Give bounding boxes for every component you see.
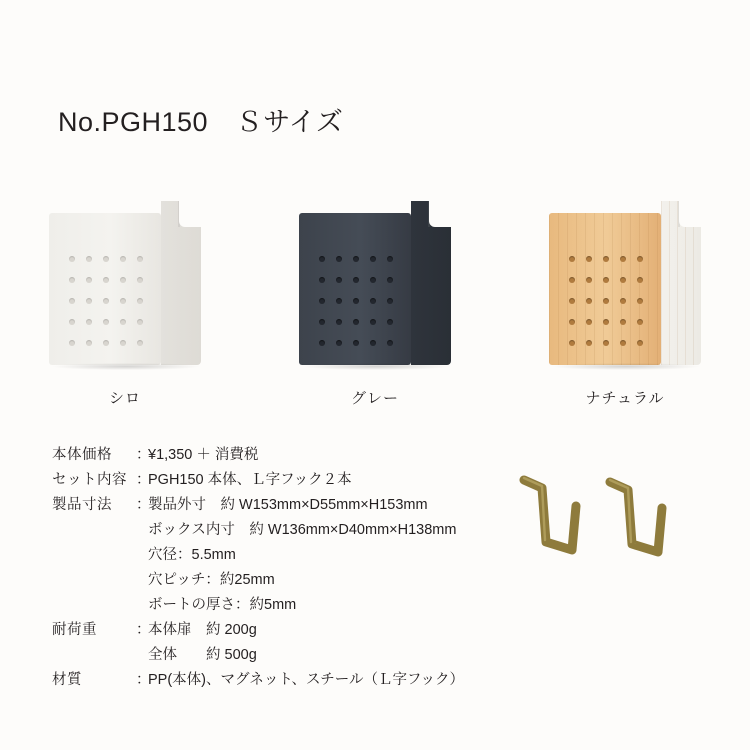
product-caption: ナチュラル <box>585 390 665 407</box>
peg-hole <box>586 319 592 325</box>
peg-hole <box>120 256 126 262</box>
box-front-face <box>299 213 411 365</box>
peg-hole <box>370 277 376 283</box>
peg-hole <box>336 277 342 283</box>
peg-hole <box>387 319 393 325</box>
peg-hole <box>336 340 342 346</box>
box-side-face <box>661 201 701 365</box>
peg-hole <box>370 340 376 346</box>
spec-value: PP(本体)、マグネット、スチール（Ｌ字フック） <box>148 672 464 688</box>
peg-hole-grid <box>313 249 399 353</box>
page-title: No.PGH150 Ｓサイズ <box>58 107 344 137</box>
spec-subvalue: 穴ピッチ：約25mm <box>148 572 275 588</box>
box-notch <box>179 201 201 227</box>
spec-separator: ： <box>136 497 151 513</box>
spec-label: 耐荷重 <box>52 622 97 638</box>
peg-hole <box>103 298 109 304</box>
peg-hole <box>603 319 609 325</box>
peg-hole <box>637 277 643 283</box>
box-notch <box>679 201 701 227</box>
spec-item-dimensions <box>52 493 522 618</box>
peg-hole <box>387 277 393 283</box>
l-hook-pair-icon <box>512 470 712 580</box>
product-variant-white[interactable] <box>0 195 250 420</box>
peg-hole-grid <box>63 249 149 353</box>
spec-label: 材質 <box>52 672 82 688</box>
peg-hole <box>353 298 359 304</box>
spec-item-set-contents <box>52 468 522 493</box>
spec-value: PGH150 本体、Ｌ字フック２本 <box>148 472 352 488</box>
spec-subvalue: ボックス内寸 約 W136mm×D40mm×H138mm <box>148 522 457 538</box>
peg-hole <box>137 319 143 325</box>
spec-label: セット内容 <box>52 472 127 488</box>
peg-hole <box>69 277 75 283</box>
peg-hole <box>120 277 126 283</box>
peg-hole <box>637 340 643 346</box>
peg-hole <box>86 277 92 283</box>
peg-hole <box>69 319 75 325</box>
peg-hole <box>637 298 643 304</box>
product-caption: グレー <box>350 390 399 407</box>
product-caption: シロ <box>108 390 141 407</box>
box-side-face <box>161 201 201 365</box>
peg-hole <box>319 256 325 262</box>
spec-subvalue: ボートの厚さ：約5mm <box>148 597 297 613</box>
peg-hole <box>353 256 359 262</box>
peg-hole <box>353 319 359 325</box>
product-variants-row <box>0 195 750 420</box>
peg-hole <box>637 256 643 262</box>
peg-hole <box>387 298 393 304</box>
peg-hole <box>120 319 126 325</box>
peg-hole <box>336 298 342 304</box>
product-variant-natural[interactable] <box>500 195 750 420</box>
peg-hole <box>86 298 92 304</box>
peg-hole <box>569 277 575 283</box>
peg-hole <box>569 340 575 346</box>
shelf-box-gray-icon <box>299 201 451 366</box>
peg-hole <box>103 319 109 325</box>
peg-hole <box>336 256 342 262</box>
peg-hole <box>603 340 609 346</box>
spec-separator: ： <box>136 447 151 463</box>
spec-value: ¥1,350 ＋ 消費税 <box>148 447 259 463</box>
peg-hole <box>69 340 75 346</box>
peg-hole <box>137 277 143 283</box>
l-hook-svg <box>512 470 712 580</box>
peg-hole <box>120 340 126 346</box>
box-front-face <box>549 213 661 365</box>
peg-hole <box>353 340 359 346</box>
peg-hole <box>69 256 75 262</box>
box-front-face <box>49 213 161 365</box>
peg-hole <box>586 298 592 304</box>
specification-list <box>52 443 522 693</box>
peg-hole <box>137 256 143 262</box>
peg-hole <box>120 298 126 304</box>
peg-hole <box>353 277 359 283</box>
peg-hole <box>103 340 109 346</box>
peg-hole <box>387 340 393 346</box>
spec-separator: ： <box>136 622 151 638</box>
peg-hole <box>603 256 609 262</box>
spec-separator: ： <box>136 672 151 688</box>
spec-value: 製品外寸 約 W153mm×D55mm×H153mm <box>148 497 428 513</box>
peg-hole <box>620 340 626 346</box>
spec-item-price <box>52 443 522 468</box>
peg-hole <box>86 340 92 346</box>
peg-hole <box>620 298 626 304</box>
spec-item-load-capacity <box>52 618 522 668</box>
peg-hole <box>569 319 575 325</box>
spec-label: 本体価格 <box>52 447 112 463</box>
shelf-box-natural-icon <box>549 201 701 366</box>
box-notch <box>429 201 451 227</box>
peg-hole <box>319 298 325 304</box>
peg-hole <box>319 319 325 325</box>
spec-subvalue: 穴径：5.5mm <box>148 547 236 563</box>
peg-hole <box>586 256 592 262</box>
peg-hole <box>370 256 376 262</box>
peg-hole <box>620 277 626 283</box>
peg-hole <box>319 277 325 283</box>
peg-hole <box>637 319 643 325</box>
spec-separator: ： <box>136 472 151 488</box>
spec-item-material <box>52 668 522 693</box>
peg-hole <box>103 277 109 283</box>
peg-hole <box>569 256 575 262</box>
product-shadow <box>303 363 449 370</box>
peg-hole <box>370 298 376 304</box>
peg-hole <box>603 277 609 283</box>
shelf-box-white-icon <box>49 201 201 366</box>
peg-hole <box>319 340 325 346</box>
peg-hole <box>336 319 342 325</box>
peg-hole <box>387 256 393 262</box>
spec-label: 製品寸法 <box>52 497 112 513</box>
spec-subvalue: 全体 約 500g <box>148 647 257 663</box>
peg-hole <box>569 298 575 304</box>
peg-hole <box>586 277 592 283</box>
product-shadow <box>553 363 699 370</box>
box-side-face <box>411 201 451 365</box>
peg-hole <box>620 319 626 325</box>
peg-hole <box>86 256 92 262</box>
product-shadow <box>53 363 199 370</box>
peg-hole-grid <box>563 249 649 353</box>
peg-hole <box>137 298 143 304</box>
spec-value: 本体扉 約 200g <box>148 622 257 638</box>
peg-hole <box>586 340 592 346</box>
peg-hole <box>620 256 626 262</box>
peg-hole <box>137 340 143 346</box>
peg-hole <box>603 298 609 304</box>
peg-hole <box>69 298 75 304</box>
peg-hole <box>86 319 92 325</box>
peg-hole <box>103 256 109 262</box>
peg-hole <box>370 319 376 325</box>
product-variant-gray[interactable] <box>250 195 500 420</box>
